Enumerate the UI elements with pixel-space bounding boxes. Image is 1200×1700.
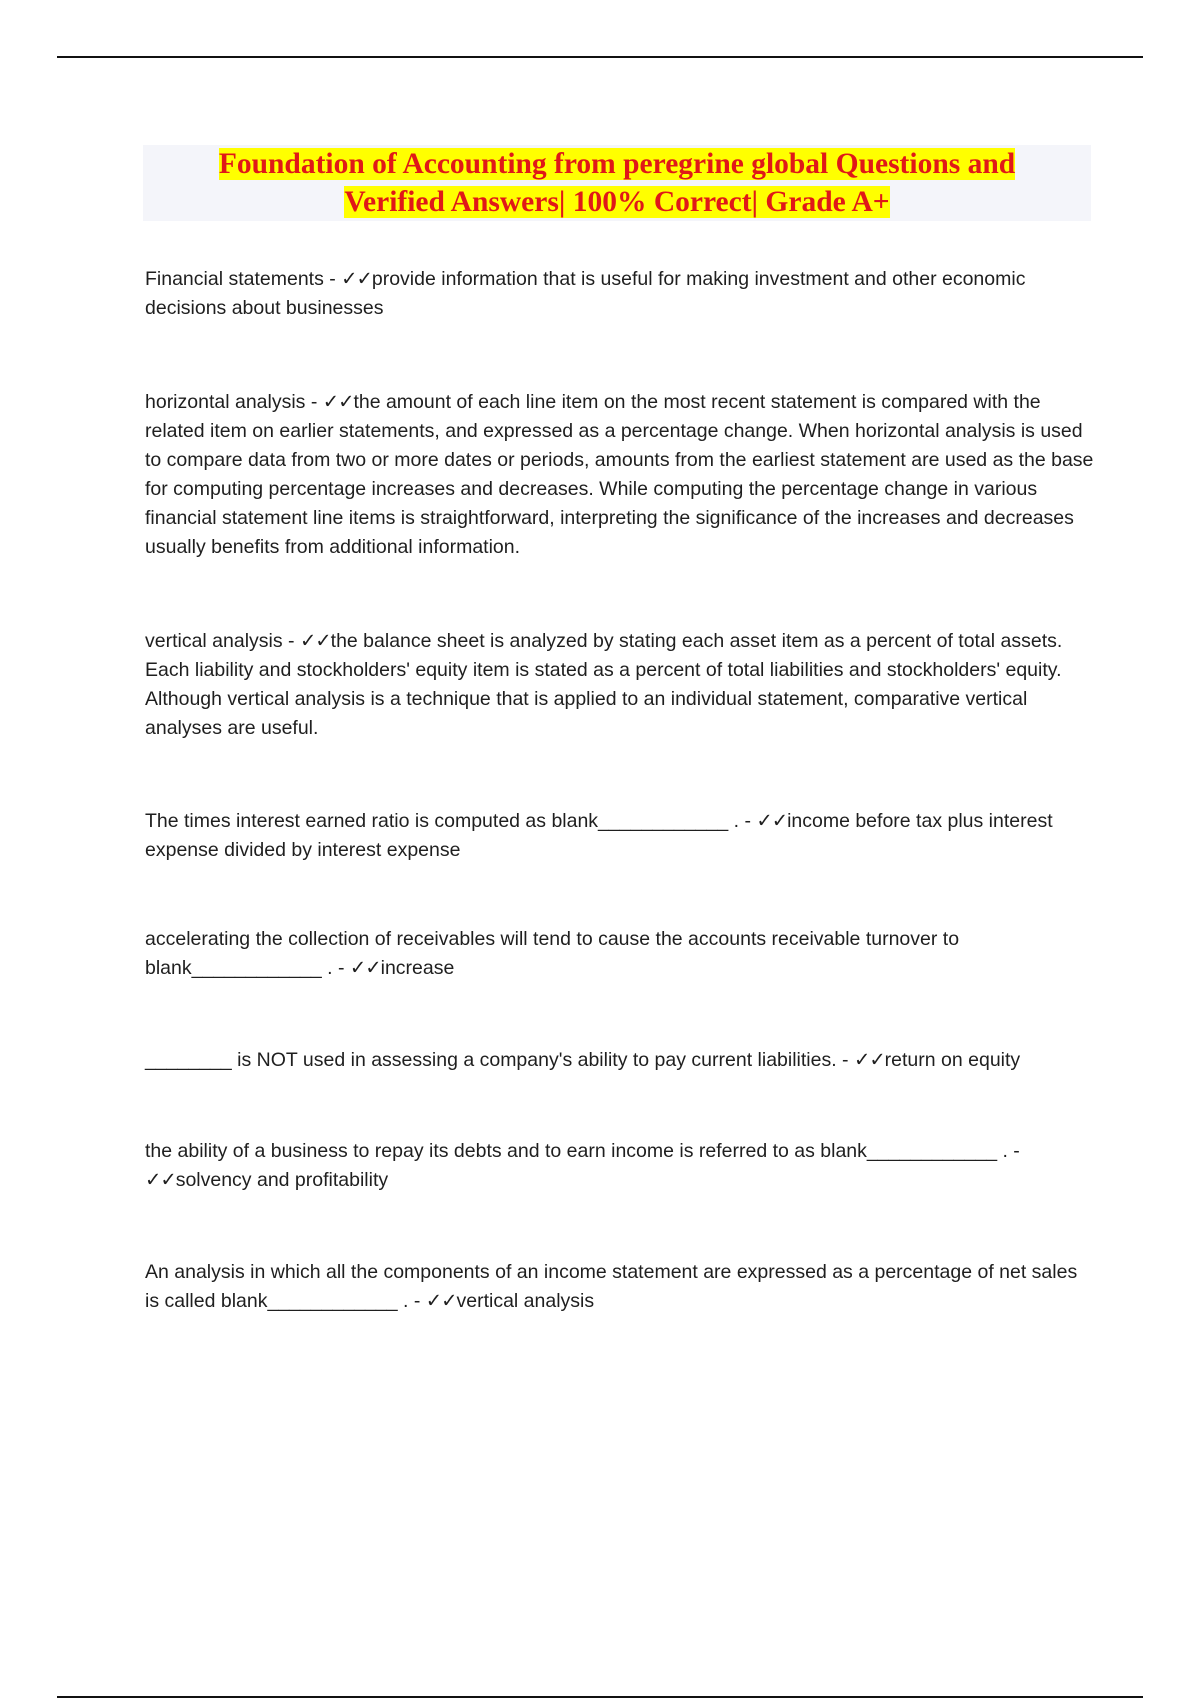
answer: the balance sheet is analyzed by stating each asset item as a percent of total assets. Each liability and stockholders' equity item is stated as a percent of total liabilities and stockholders' equity. Although vertical analysis is a technique that is applied to an individual statement, comparative vertical analyses are useful. [145, 630, 1063, 739]
title-line-1: Foundation of Accounting from peregrine global Questions and [218, 148, 1016, 180]
question: Financial statements - [145, 268, 342, 290]
document-title [143, 145, 1091, 221]
check-icon: ✓✓ [853, 1049, 885, 1071]
check-icon: ✓✓ [145, 1169, 176, 1191]
question: The times interest earned ratio is computed as blank____________ . - [145, 810, 757, 832]
qa-list [145, 265, 1095, 1316]
answer: income before tax plus interest expense divided by interest expense [145, 810, 1053, 861]
question: An analysis in which all the components of an income statement are expressed as a percentage of net sales is called blank____________ . - [145, 1261, 1078, 1312]
check-icon: ✓✓ [756, 810, 788, 832]
check-icon: ✓✓ [349, 957, 381, 979]
question: horizontal analysis - [145, 391, 323, 413]
qa-item-income-statement-analysis [145, 1258, 1095, 1316]
bottom-rule [57, 1696, 1143, 1698]
question: accelerating the collection of receivables will tend to cause the accounts receivable turnover to blank____________ . - [145, 928, 960, 979]
qa-item-times-interest-earned [145, 807, 1095, 865]
qa-item-receivables-turnover [145, 925, 1095, 983]
check-icon: ✓✓ [299, 630, 331, 652]
question: ________ is NOT used in assessing a company's ability to pay current liabilities. - [145, 1049, 854, 1071]
check-icon: ✓✓ [425, 1290, 457, 1312]
answer: return on equity [884, 1049, 1021, 1071]
answer: solvency and profitability [175, 1169, 389, 1191]
title-line-2: Verified Answers| 100% Correct| Grade A+ [344, 186, 890, 218]
qa-item-vertical-analysis [145, 627, 1095, 743]
answer: vertical analysis [456, 1290, 595, 1312]
question: vertical analysis - [145, 630, 300, 652]
top-rule [57, 56, 1143, 58]
answer: the amount of each line item on the most recent statement is compared with the related item on earlier statements, and expressed as a percentage change. When horizontal analysis is used to compare data from two or more dates or periods, amounts from the earliest statement are used as the base for computing percentage increases and decreases. While computing the percentage change in various financial statement line items is straightforward, interpreting the significance of the increases and decreases usually benefits from additional information. [145, 391, 1094, 558]
answer: increase [380, 957, 455, 979]
question: the ability of a business to repay its debts and to earn income is referred to as blank____________ . - [145, 1140, 1020, 1162]
qa-item-solvency-profitability [145, 1137, 1095, 1195]
qa-item-current-liabilities [145, 1046, 1095, 1075]
check-icon: ✓✓ [341, 268, 372, 290]
answer: provide information that is useful for making investment and other economic decisions about businesses [145, 268, 1026, 319]
qa-item-horizontal-analysis [145, 388, 1095, 562]
check-icon: ✓✓ [322, 391, 354, 413]
qa-item-financial-statements [145, 265, 1095, 323]
